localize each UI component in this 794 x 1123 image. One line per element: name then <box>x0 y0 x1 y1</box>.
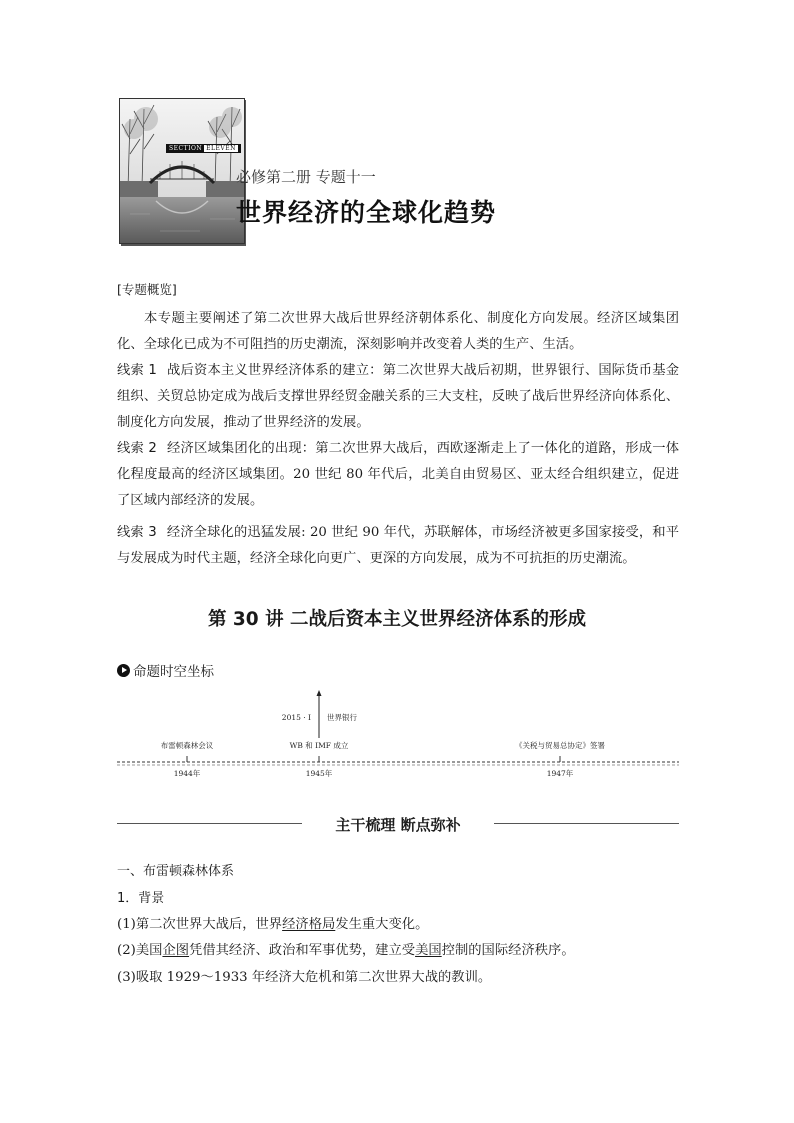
event-2-label: WB 和 IMF 成立 <box>289 741 349 750</box>
item-2-underlined: 企图 <box>162 943 190 958</box>
section-badge <box>166 144 241 153</box>
cover-image <box>119 98 245 244</box>
clue-2-label: 线索 2 <box>117 441 157 456</box>
callout-left: 2015 · Ⅰ <box>281 713 311 722</box>
overview-label: [专题概览] <box>117 282 177 297</box>
clue-3-label: 线索 3 <box>117 525 157 540</box>
section-divider <box>117 814 679 834</box>
clue-2 <box>117 436 679 514</box>
clue-1-label: 线索 1 <box>117 363 157 378</box>
background-item-2 <box>117 939 575 958</box>
arrow-head <box>317 690 322 696</box>
subsection-heading: 1．背景 <box>117 891 165 906</box>
event-3-year: 1947年 <box>546 769 574 778</box>
overview-intro: 本专题主要阐述了第二次世界大战后世界经济朝体系化、制度化方向发展。经济区域集团化、全球化已成为不可阻挡的历史潮流，深刻影响并改变着人类的生产、生活。 <box>117 311 679 352</box>
item-1-suffix: 发生重大变化。 <box>335 917 429 932</box>
section-number: ELEVEN <box>206 145 236 152</box>
clue-1-text: 战后资本主义世界经济体系的建立：第二次世界大战后初期，世界银行、国际货币基金组织、关贸总协定成为战后支撑世界经贸金融关系的三大支柱，反映了战后世界经济向体系化、制度化方向发展，推动了世界经济的发展。 <box>117 363 680 430</box>
clue-3 <box>117 520 679 572</box>
event-2-year: 1945年 <box>305 769 333 778</box>
item-2-suffix: 控制的国际经济秩序。 <box>441 943 575 958</box>
item-1-underlined: 经济格局 <box>282 917 336 932</box>
timeline-heading <box>117 660 214 680</box>
section-divider-title: 主干梳理 断点弥补 <box>335 816 461 834</box>
background-item-3 <box>117 966 491 985</box>
book-subtitle: 必修第二册 专题十一 <box>236 168 376 186</box>
clue-1 <box>117 358 679 436</box>
section-heading: 一、布雷顿森林体系 <box>117 864 235 879</box>
bridge-scene-illustration <box>120 99 244 243</box>
topic-title: 世界经济的全球化趋势 <box>236 198 497 227</box>
item-2-prefix: (2)美国 <box>117 943 163 958</box>
event-1-year: 1944年 <box>173 769 201 778</box>
lecture-title: 第 30 讲 二战后资本主义世界经济体系的形成 <box>207 609 587 630</box>
clue-2-text: 经济区域集团化的出现：第二次世界大战后，西欧逐渐走上了一体化的道路，形成一体化程度最高的经济区域集团。20 世纪 80 年代后，北美自由贸易区、亚太经合组织建立，促进了区域内部经济的发展。 <box>117 441 680 508</box>
item-1-prefix: (1)第二次世界大战后，世界 <box>117 917 283 932</box>
clue-3-text: 经济全球化的迅猛发展: 20 世纪 90 年代，苏联解体，市场经济被更多国家接受，和平与发展成为时代主题，经济全球化向更广、更深的方向发展，成为不可抗拒的历史潮流。 <box>117 525 680 566</box>
play-icon <box>117 664 130 677</box>
item-2-middle: 凭借其经济、政治和军事优势，建立受 <box>189 943 416 958</box>
item-2-underlined-2: 美国 <box>415 943 442 958</box>
item-3-text: (3)吸取 1929～1933 年经济大危机和第二次世界大战的教训。 <box>117 970 492 985</box>
event-1-label: 布雷顿森林会议 <box>160 741 214 750</box>
section-word: SECTION <box>169 145 203 152</box>
timeline-diagram <box>117 688 679 778</box>
event-3-label: 《关税与贸易总协定》签署 <box>515 741 605 750</box>
callout-right: 世界银行 <box>327 713 357 722</box>
timeline-heading-text: 命题时空坐标 <box>133 664 214 680</box>
background-item-1 <box>117 913 428 932</box>
